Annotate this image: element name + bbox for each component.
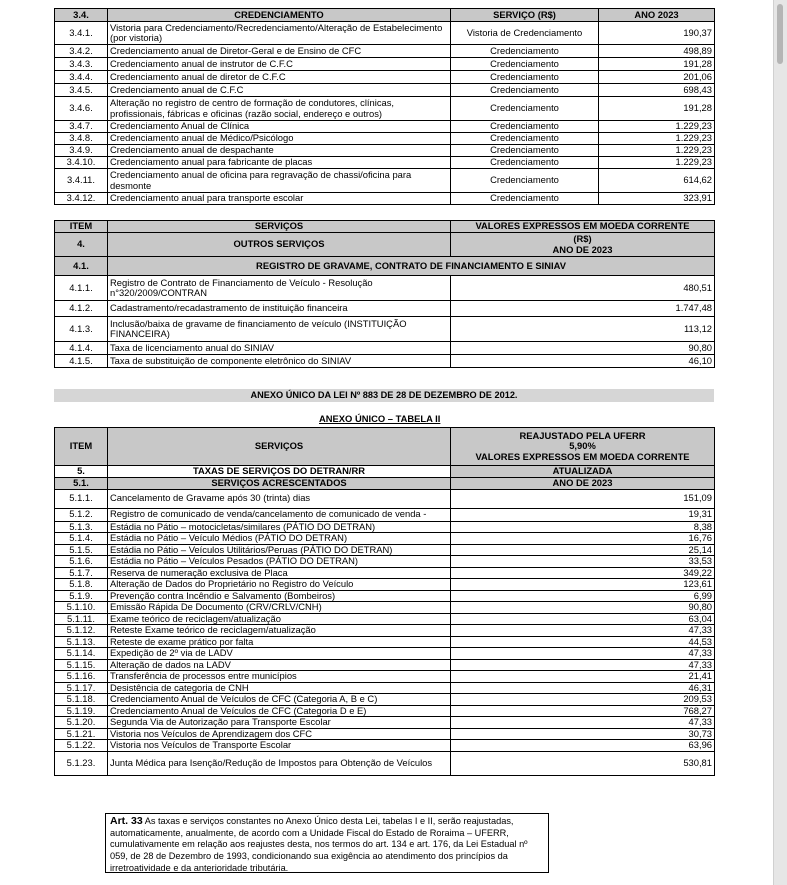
service-name: Vistoria nos Veículos de Aprendizagem dos CFC: [108, 728, 451, 740]
item-code: 5.1.16.: [55, 671, 108, 683]
service-value: 30,73: [451, 728, 715, 740]
item-code: 5.1.15.: [55, 659, 108, 671]
service-name: Inclusão/baixa de gravame de financiamento de veículo (INSTITUIÇÃO FINANCEIRA): [108, 317, 451, 342]
service-value: 21,41: [451, 671, 715, 683]
service-value: 47,33: [451, 625, 715, 637]
item-code: 5.1.2.: [55, 508, 108, 521]
service-name: Alteração no registro de centro de formação de condutores, clínicas, profissionais, fábricas e oficinas (razão social, endereço e outros): [108, 97, 451, 121]
item-code: 3.4.7.: [55, 121, 108, 133]
table-header-row: [55, 9, 715, 22]
table-row: [55, 659, 715, 671]
item-code: 5.1.13.: [55, 636, 108, 648]
service-value: 8,38: [451, 521, 715, 533]
item-code: 4.1.4.: [55, 342, 108, 355]
item-code: 5.1.17.: [55, 682, 108, 694]
service-name: Cadastramento/recadastramento de instituição financeira: [108, 301, 451, 317]
service-name: Credenciamento anual para fabricante de placas: [108, 157, 451, 169]
table-row: [55, 508, 715, 521]
service-value: 191,28: [599, 97, 715, 121]
table-row: [55, 301, 715, 317]
table-row: [55, 145, 715, 157]
group-unit: [451, 233, 715, 257]
service-name: Transferência de processos entre municípios: [108, 671, 451, 683]
subgroup-code: 5.1.: [55, 477, 108, 489]
article-33-box: [105, 813, 549, 873]
table-row: [55, 521, 715, 533]
table-row: [55, 590, 715, 602]
service-value: 209,53: [451, 694, 715, 706]
service-name: Alteração de Dados do Proprietário no Registro do Veículo: [108, 579, 451, 591]
header-ano: ANO 2023: [599, 9, 715, 22]
service-name: Reserva de numeração exclusiva de Placa: [108, 567, 451, 579]
table-row: [55, 579, 715, 591]
group-status: ATUALIZADA: [451, 466, 715, 478]
service-type: Credenciamento: [451, 133, 599, 145]
law-annex-banner: ANEXO ÚNICO DA LEI Nº 883 DE 28 DE DEZEMBRO DE 2012.: [54, 389, 714, 402]
item-code: 4.1.5.: [55, 355, 108, 368]
service-value: 63,96: [451, 740, 715, 752]
header-moeda: VALORES EXPRESSOS EM MOEDA CORRENTE: [475, 450, 690, 462]
table-row: [55, 705, 715, 717]
service-name: Registro de comunicado de venda/cancelamento de comunicado de venda -: [108, 508, 451, 521]
item-code: 4.1.3.: [55, 317, 108, 342]
table-row: [55, 342, 715, 355]
service-value: 480,51: [451, 276, 715, 301]
header-credenciamento: CREDENCIAMENTO: [108, 9, 451, 22]
table-row: [55, 84, 715, 97]
service-type: Credenciamento: [451, 193, 599, 205]
service-name: Cancelamento de Gravame após 30 (trinta) dias: [108, 489, 451, 508]
table-row: [55, 728, 715, 740]
service-name: Taxa de licenciamento anual do SINIAV: [108, 342, 451, 355]
table-row: [55, 648, 715, 660]
table-row: [55, 636, 715, 648]
service-name: Estádia no Pátio – Veículos Pesados (PÁTIO DO DETRAN): [108, 556, 451, 568]
service-value: 47,33: [451, 717, 715, 729]
table-header-row: [55, 221, 715, 233]
service-type: Credenciamento: [451, 58, 599, 71]
header-valores: [451, 428, 715, 466]
service-value: 25,14: [451, 544, 715, 556]
table-title: ANEXO ÚNICO – TABELA II: [319, 413, 441, 424]
service-name: Credenciamento anual de diretor de C.F.C: [108, 71, 451, 84]
item-code: 3.4.2.: [55, 45, 108, 58]
table-row: [55, 682, 715, 694]
table-row: [55, 751, 715, 775]
table-row: [55, 671, 715, 683]
service-type: Credenciamento: [451, 84, 599, 97]
header-servico: SERVIÇO (R$): [451, 9, 599, 22]
subgroup-row: [55, 257, 715, 276]
table-row: [55, 556, 715, 568]
table-row: [55, 694, 715, 706]
header-percent: 5,90%: [569, 440, 596, 452]
header-servicos: SERVIÇOS: [108, 428, 451, 466]
table-row: [55, 133, 715, 145]
service-value: 19,31: [451, 508, 715, 521]
service-name: Credenciamento Anual de Veículos de CFC (Categoria D e E): [108, 705, 451, 717]
subgroup-title: SERVIÇOS ACRESCENTADOS: [108, 477, 451, 489]
table-row: [55, 169, 715, 193]
service-value: 191,28: [599, 58, 715, 71]
service-name: Vistoria para Credenciamento/Recredenciamento/Alteração de Estabelecimento (por vistoria): [108, 22, 451, 45]
service-type: Credenciamento: [451, 121, 599, 133]
header-item: ITEM: [55, 221, 108, 233]
table-row: [55, 71, 715, 84]
item-code: 3.4.3.: [55, 58, 108, 71]
service-type: Credenciamento: [451, 45, 599, 58]
service-name: Registro de Contrato de Financiamento de Veículo - Resolução n°320/2009/CONTRAN: [108, 276, 451, 301]
table-row: [55, 625, 715, 637]
scrollbar-thumb[interactable]: [777, 4, 783, 64]
service-name: Segunda Via de Autorização para Transporte Escolar: [108, 717, 451, 729]
service-value: 768,27: [451, 705, 715, 717]
year-label: ANO DE 2023: [552, 243, 613, 255]
service-value: 349,22: [451, 567, 715, 579]
table-row: [55, 45, 715, 58]
service-type: Credenciamento: [451, 71, 599, 84]
service-value: 46,10: [451, 355, 715, 368]
service-value: 1.229,23: [599, 133, 715, 145]
service-value: 47,33: [451, 648, 715, 660]
item-code: 5.1.3.: [55, 521, 108, 533]
service-name: Credenciamento Anual de Clínica: [108, 121, 451, 133]
subgroup-code: 4.1.: [55, 257, 108, 276]
table-row: [55, 489, 715, 508]
service-name: Estádia no Pátio – motocicletas/similares (PÁTIO DO DETRAN): [108, 521, 451, 533]
detran-services-table: [54, 427, 715, 776]
service-name: Desistência de categoria de CNH: [108, 682, 451, 694]
group-row: [55, 466, 715, 478]
subgroup-year: ANO DE 2023: [451, 477, 715, 489]
service-type: Credenciamento: [451, 157, 599, 169]
service-value: 90,80: [451, 602, 715, 614]
table-row: [55, 740, 715, 752]
group-code: 5.: [55, 466, 108, 478]
header-item: 3.4.: [55, 9, 108, 22]
service-name: Credenciamento anual de C.F.C: [108, 84, 451, 97]
service-value: 113,12: [451, 317, 715, 342]
service-name: Credenciamento anual de instrutor de C.F.C: [108, 58, 451, 71]
group-title: TAXAS DE SERVIÇOS DO DETRAN/RR: [108, 466, 451, 478]
subgroup-title: REGISTRO DE GRAVAME, CONTRATO DE FINANCIAMENTO E SINIAV: [108, 257, 715, 276]
item-code: 3.4.6.: [55, 97, 108, 121]
service-name: Prevenção contra Incêndio e Salvamento (Bombeiros): [108, 590, 451, 602]
table-row: [55, 276, 715, 301]
group-code: 4.: [55, 233, 108, 257]
credenciamento-table: [54, 8, 715, 205]
service-name: Credenciamento anual de Médico/Psicólogo: [108, 133, 451, 145]
item-code: 3.4.9.: [55, 145, 108, 157]
article-text: As taxas e serviços constantes no Anexo Único desta Lei, tabelas I e II, serão reajustadas, automaticamente, anualmente, de acordo com a Unidade Fiscal do Estado de Roraima – UFERR, cumulativamente em relação aos reajustes desta, nos termos do art. 134 e art. 176, da Lei Estadual nº 059, de 28 de Dezembro de 1993, condicionando sua exigência ao atendimento dos princípios da irretroatividade e da anterioridade tributária.: [110, 816, 528, 873]
service-value: 90,80: [451, 342, 715, 355]
service-value: 498,89: [599, 45, 715, 58]
service-type: Credenciamento: [451, 145, 599, 157]
table-header-row: [55, 428, 715, 466]
item-code: 3.4.11.: [55, 169, 108, 193]
service-value: 190,37: [599, 22, 715, 45]
service-value: 201,06: [599, 71, 715, 84]
currency-label: (R$): [573, 233, 592, 244]
service-value: 614,62: [599, 169, 715, 193]
table-row: [55, 121, 715, 133]
service-value: 323,91: [599, 193, 715, 205]
service-value: 46,31: [451, 682, 715, 694]
service-value: 6,99: [451, 590, 715, 602]
service-name: Emissão Rápida De Documento (CRV/CRLV/CNH): [108, 602, 451, 614]
service-name: Credenciamento anual para transporte escolar: [108, 193, 451, 205]
item-code: 5.1.6.: [55, 556, 108, 568]
item-code: 5.1.18.: [55, 694, 108, 706]
table-row: [55, 717, 715, 729]
service-value: 47,33: [451, 659, 715, 671]
header-item: ITEM: [55, 428, 108, 466]
table-row: [55, 355, 715, 368]
service-value: 530,81: [451, 751, 715, 775]
item-code: 5.1.21.: [55, 728, 108, 740]
service-value: 123,61: [451, 579, 715, 591]
service-value: 698,43: [599, 84, 715, 97]
item-code: 5.1.14.: [55, 648, 108, 660]
item-code: 3.4.5.: [55, 84, 108, 97]
item-code: 4.1.1.: [55, 276, 108, 301]
service-name: Credenciamento anual de Diretor-Geral e de Ensino de CFC: [108, 45, 451, 58]
item-code: 3.4.10.: [55, 157, 108, 169]
group-title: OUTROS SERVIÇOS: [108, 233, 451, 257]
service-type: Vistoria de Credenciamento: [451, 22, 599, 45]
table-row: [55, 602, 715, 614]
item-code: 3.4.12.: [55, 193, 108, 205]
article-number: Art. 33: [110, 815, 143, 827]
table-row: [55, 22, 715, 45]
service-name: Alteração de dados na LADV: [108, 659, 451, 671]
item-code: 5.1.7.: [55, 567, 108, 579]
service-name: Estádia no Pátio – Veículos Utilitários/Peruas (PÁTIO DO DETRAN): [108, 544, 451, 556]
service-name: Reteste Exame teórico de reciclagem/atualização: [108, 625, 451, 637]
service-name: Credenciamento anual de oficina para regravação de chassi/oficina para desmonte: [108, 169, 451, 193]
service-name: Estádia no Pátio – Veículo Médios (PÁTIO DO DETRAN): [108, 533, 451, 545]
service-name: Exame teórico de reciclagem/atualização: [108, 613, 451, 625]
table-row: [55, 544, 715, 556]
item-code: 5.1.22.: [55, 740, 108, 752]
item-code: 5.1.10.: [55, 602, 108, 614]
header-valores: VALORES EXPRESSOS EM MOEDA CORRENTE: [451, 221, 715, 233]
table-row: [55, 317, 715, 342]
item-code: 5.1.4.: [55, 533, 108, 545]
item-code: 3.4.8.: [55, 133, 108, 145]
table-row: [55, 533, 715, 545]
item-code: 5.1.8.: [55, 579, 108, 591]
service-name: Taxa de substituição de componente eletrônico do SINIAV: [108, 355, 451, 368]
service-value: 151,09: [451, 489, 715, 508]
service-value: 63,04: [451, 613, 715, 625]
item-code: 5.1.11.: [55, 613, 108, 625]
service-name: Expedição de 2º via de LADV: [108, 648, 451, 660]
service-name: Credenciamento Anual de Veículos de CFC (Categoria A, B e C): [108, 694, 451, 706]
vertical-scrollbar[interactable]: [773, 0, 787, 885]
service-type: Credenciamento: [451, 169, 599, 193]
service-value: 1.229,23: [599, 157, 715, 169]
table-row: [55, 58, 715, 71]
service-name: Vistoria nos Veículos de Transporte Escolar: [108, 740, 451, 752]
service-type: Credenciamento: [451, 97, 599, 121]
item-code: 4.1.2.: [55, 301, 108, 317]
header-servicos: SERVIÇOS: [108, 221, 451, 233]
item-code: 5.1.12.: [55, 625, 108, 637]
table-row: [55, 567, 715, 579]
item-code: 5.1.19.: [55, 705, 108, 717]
outros-servicos-table: [54, 220, 715, 368]
service-value: 33,53: [451, 556, 715, 568]
item-code: 5.1.5.: [55, 544, 108, 556]
group-row: [55, 233, 715, 257]
header-reajustado: REAJUSTADO PELA UFERR: [519, 429, 646, 441]
service-value: 16,76: [451, 533, 715, 545]
item-code: 3.4.1.: [55, 22, 108, 45]
service-name: Junta Médica para Isenção/Redução de Impostos para Obtenção de Veículos: [108, 751, 451, 775]
service-value: 1.229,23: [599, 121, 715, 133]
subgroup-row: [55, 477, 715, 489]
service-name: Reteste de exame prático por falta: [108, 636, 451, 648]
service-name: Credenciamento anual de despachante: [108, 145, 451, 157]
item-code: 5.1.9.: [55, 590, 108, 602]
item-code: 5.1.23.: [55, 751, 108, 775]
item-code: 5.1.1.: [55, 489, 108, 508]
service-value: 1.229,23: [599, 145, 715, 157]
table-row: [55, 613, 715, 625]
service-value: 44,53: [451, 636, 715, 648]
item-code: 5.1.20.: [55, 717, 108, 729]
table-row: [55, 193, 715, 205]
item-code: 3.4.4.: [55, 71, 108, 84]
table-row: [55, 157, 715, 169]
table-row: [55, 97, 715, 121]
service-value: 1.747,48: [451, 301, 715, 317]
